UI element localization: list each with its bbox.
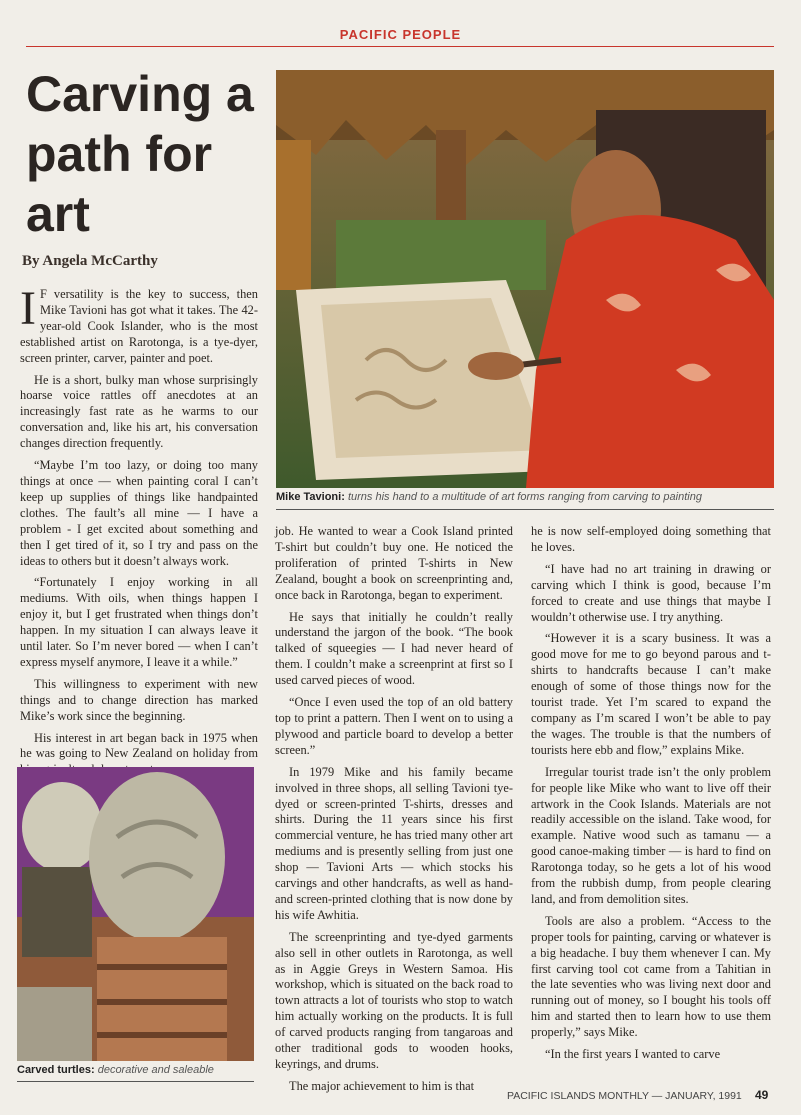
paragraph: “I have had no art training in drawing or carving which I think is good, because I’m forced to create and use things that maybe I wouldn’t otherwise use. I try anything. bbox=[531, 561, 771, 624]
main-photo-caption bbox=[276, 491, 702, 503]
page-number: 49 bbox=[755, 1088, 769, 1102]
paragraph: In 1979 Mike and his family became involved in three shops, all selling Tavioni tye-dyed or screen-printed T-shirts, dresses and shirts. During the 11 years since his first commercial venture, he has tried many other art mediums and is presently selling from just one shop — Tavioni Arts — which stocks his carvings and other handcrafts, as well as hand-and screen-printed clothing that is now done by his wife Awhitia. bbox=[275, 764, 513, 922]
paragraph: Irregular tourist trade isn’t the only problem for people like Mike who want to live off their artwork in the Cook Islands. Materials are not readily accessible on the island. Take wood, for example. Native wood such as tamanu — a good canoe-making timber — is hard to find on Rarotonga today, so he gets a lot of his wood from the rubbish dump, from people clearing land, and from demolition sites. bbox=[531, 764, 771, 906]
paragraph: His interest in art began back in 1975 when he was going to New Zealand on holiday from bbox=[20, 730, 258, 761]
paragraph: He is a short, bulky man whose surprisingly hoarse voice rattles off anecdotes at an increasingly fast rate as he warms to our conversation and, like his art, his conversation changes direction frequently. bbox=[20, 372, 258, 451]
byline: By Angela McCarthy bbox=[22, 253, 158, 269]
header-rule bbox=[26, 46, 774, 47]
paragraph: “Fortunately I enjoy working in all mediums. With oils, when things happen I enjoy it, but I get frustrated when things don’t happen. In my situation I can always leave it until later. So I’m never bored — when I can’t express myself anymore, I leave it a while.” bbox=[20, 575, 258, 669]
caption-subject: Carved turtles: bbox=[17, 1064, 95, 1076]
turtle-carvings-illustration bbox=[17, 767, 254, 1061]
carver-photo-illustration bbox=[276, 70, 774, 488]
paragraph: This willingness to experiment with new things and to change direction has marked Mike’s work since the beginning. bbox=[20, 676, 258, 723]
paragraph: “In the first years I wanted to carve bbox=[545, 1047, 721, 1062]
caption-rule bbox=[17, 1081, 254, 1082]
paragraph: The major achievement to him is that bbox=[289, 1078, 475, 1093]
paragraph-text: he is now self-employed doing something that he loves. bbox=[531, 524, 771, 554]
paragraph: The screenprinting and tye-dyed garments also sell in other outlets in Rarotonga, as well as in Aggie Greys in Western Samoa. His workshop, which is situated on the back road to town attracts a lot of tourists who stop to watch him actually working on the products. It is full of carved products ranging from tangaroas and other traditional gods to wooden hooks, keyrings, and drums. bbox=[275, 929, 513, 1071]
drop-cap: I bbox=[20, 282, 36, 335]
article-column-2 bbox=[275, 524, 513, 1095]
paragraph: “Once I even used the top of an old battery top to print a pattern. Then I went on to using a plywood and particle board to develop a better screen.” bbox=[275, 695, 513, 757]
paragraph-text: F versatility is the key to success, then Mike Tavioni has got what it takes. The 42-year-old Cook Islander, who is the most established artist on Rarotonga, is a tye-dyer, screen printer, carver, painter and poet. bbox=[20, 287, 258, 365]
caption-text: turns his hand to a multitude of art forms ranging from carving to painting bbox=[347, 491, 702, 503]
paragraph: “Maybe I’m too lazy, or doing too many things at once — when painting coral I can’t keep up supplies of things like handpainted clothes. The fault’s all mine — I have a problem - I get excited about something and then I get tired of it, so I try and pass on the ideas to others but it doesn’t always work. bbox=[20, 458, 258, 568]
paragraph: He says that initially he couldn’t really understand the jargon of the book. “The book talked of squeegies — I had never heard of them. I couldn’t make a screenprint at first so I used carved pieces of wood. bbox=[275, 609, 513, 688]
article-column-3 bbox=[531, 524, 771, 1063]
footer-publication: PACIFIC ISLANDS MONTHLY — JANUARY, 1991 bbox=[507, 1090, 742, 1102]
caption-subject: Mike Tavioni: bbox=[276, 491, 345, 503]
section-header: PACIFIC PEOPLE bbox=[339, 27, 462, 42]
turtle-photo-caption bbox=[17, 1064, 214, 1076]
paragraph-text: job. He wanted to wear a Cook Island printed T-shirt but couldn’t buy one. He noticed the proliferation of printed T-shirts in New Zealand, bought a book on screenprinting and, once back in Rarotonga, began to experiment. bbox=[275, 524, 513, 602]
main-photo bbox=[276, 70, 774, 488]
article-title: Carving a path for art bbox=[26, 66, 254, 242]
caption-text: decorative and saleable bbox=[97, 1064, 214, 1076]
paragraph bbox=[275, 524, 513, 604]
caption-rule bbox=[276, 509, 774, 510]
paragraph: Tools are also a problem. “Access to the proper tools for painting, carving or whatever is a big headache. I buy them whenever I can. My first carving tool cot came from a Tahitian in the late seventies who was living next door and running out of money, so I bought his tools off him and started then to learn how to use them properly,” says Mike. bbox=[531, 913, 771, 1040]
turtle-carvings-photo bbox=[17, 767, 254, 1061]
paragraph bbox=[531, 524, 771, 556]
paragraph: “However it is a scary business. It was a good move for me to go beyond parous and t-shirts to handcrafts because I can’t make enough of some of those things now for the tourist trade. Yet I’m scared to expand the company as I’m scared I won’t be able to pay the wages. The trouble is that the numbers of tourists here ebb and flow,” explains Mike. bbox=[531, 631, 771, 757]
article-column-1 bbox=[20, 282, 258, 778]
paragraph bbox=[20, 282, 258, 367]
